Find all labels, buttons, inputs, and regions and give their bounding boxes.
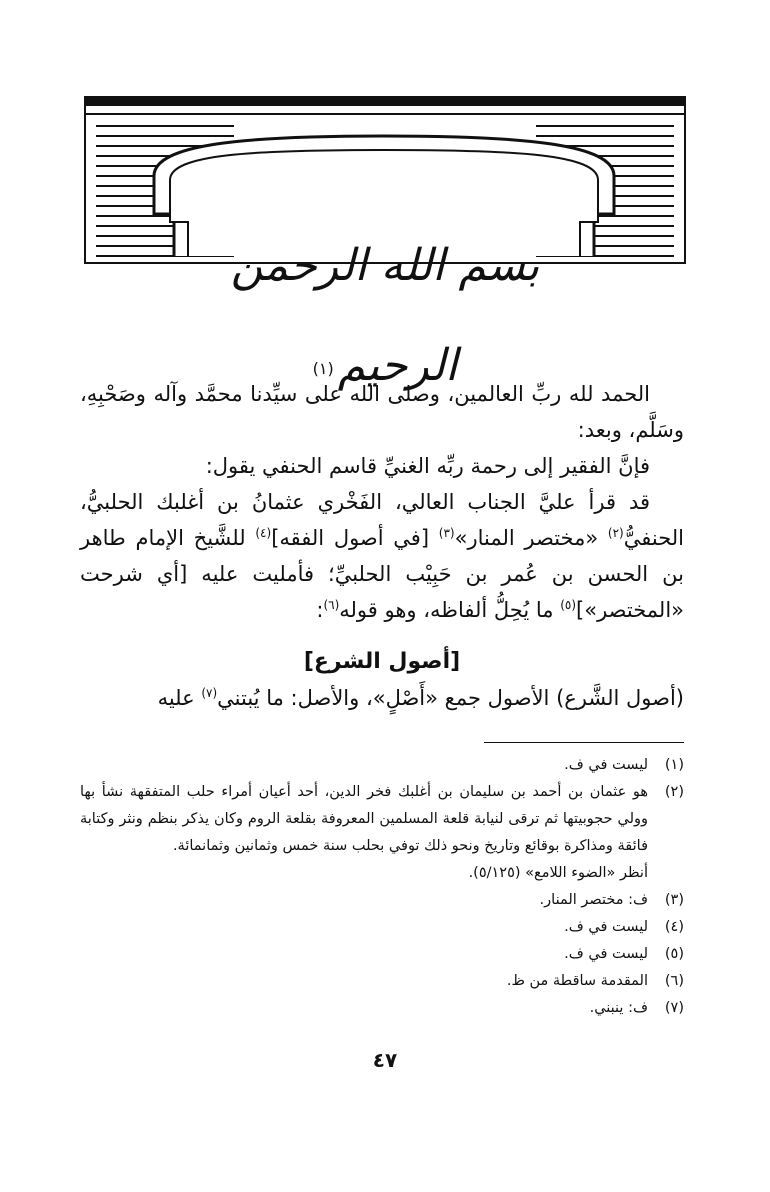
footnote-text: ليست في ف. [564, 946, 648, 962]
footnote-number: (٣) [664, 892, 684, 908]
body-text [80, 376, 684, 628]
footnote [80, 887, 684, 914]
footnote-number: (٤) [664, 919, 684, 935]
footnote-text: هو عثمان بن أحمد بن سليمان بن أغلبك فخر الدين، أحد أعيان أمراء حلب المتفقهة نشأ بها وولي حجوبيتها ثم ترقى لنيابة قلعة المسلمين المعروفة بقلعة الروم وكان يذكر بنظم ونثر وكتابة فائقة ومذاكرة بوقائع وتاريخ ونحو ذلك توفي بحلب سنة خمس وثمانين وثمانمائة. [80, 784, 648, 854]
footnote-divider [484, 742, 684, 743]
text-run: ما يُحِلُّ ألفاظه، وهو قوله [339, 598, 554, 622]
footnote-text: ليست في ف. [564, 757, 648, 773]
footnote [80, 914, 684, 941]
paragraph-opening: الحمد لله ربِّ العالمين، وصلى الله على سيِّدنا محمَّد وآله وصَحْبِهِ، وسَلَّم، وبعد: [80, 382, 684, 442]
footnote-ref-3: (٣) [438, 526, 455, 540]
footnote [80, 941, 684, 968]
basmala [230, 216, 540, 391]
footnote [80, 860, 684, 887]
footnote-number: (٥) [664, 946, 684, 962]
text-run: (أصول الشَّرع) الأصول جمع «أَصْلٍ»، والأصل: ما يُبتني [217, 686, 684, 710]
basmala-footnote-ref: (١) [312, 358, 334, 378]
paragraph-main [80, 484, 684, 628]
footnote-text: المقدمة ساقطة من ظ. [506, 973, 648, 989]
paragraph-author: فإنَّ الفقير إلى رحمة ربِّه الغنيِّ قاسم الحنفي يقول: [205, 454, 650, 478]
footnote-ref-2: (٢) [607, 526, 624, 540]
footnote [80, 752, 684, 779]
text-run: عليه [157, 686, 195, 710]
text-run: «مختصر المنار» [454, 526, 599, 550]
footnote-number: (١) [664, 757, 684, 773]
footnote [80, 779, 684, 860]
footnote-ref-6: (٦) [323, 598, 340, 612]
footnote-text: ف: مختصر المنار. [539, 892, 648, 908]
text-run: للشَّيخ الإمام طاهر بن الحسن بن عُمر بن حَبِيْب الحلبيِّ؛ فأمليت عليه [أي شرحت «المختصر»] [80, 526, 684, 622]
basmala-text: بسم الله الرحمن الرحيم [230, 240, 540, 391]
section-heading: [أصول الشرع] [303, 649, 461, 674]
page-number: ٤٧ [372, 1048, 398, 1072]
footnote-number: (٧) [664, 1000, 684, 1016]
footnote-number [648, 860, 684, 887]
footnote-text: أنظر «الضوء اللامع» (٥/١٢٥). [468, 865, 648, 881]
footnote-ref-7: (٧) [201, 686, 218, 700]
text-run: : [316, 598, 324, 622]
footnote-ref-5: (٥) [560, 598, 577, 612]
footnote-number: (٢) [664, 784, 684, 800]
footnotes [80, 752, 684, 1022]
section-first-line [80, 680, 684, 716]
footnote-ref-4: (٤) [255, 526, 272, 540]
footnote [80, 968, 684, 995]
footnote-number: (٦) [664, 973, 684, 989]
text-run: [في أصول الفقه] [271, 526, 430, 550]
footnote-text: ف: ينبني. [589, 1000, 648, 1016]
footnote [80, 995, 684, 1022]
footnote-text: ليست في ف. [564, 919, 648, 935]
text-run: قد قرأ عليَّ الجناب العالي، الفَخْري عثمانُ بن أغلبك الحلبيُّ، الحنفيُّ [80, 490, 684, 550]
